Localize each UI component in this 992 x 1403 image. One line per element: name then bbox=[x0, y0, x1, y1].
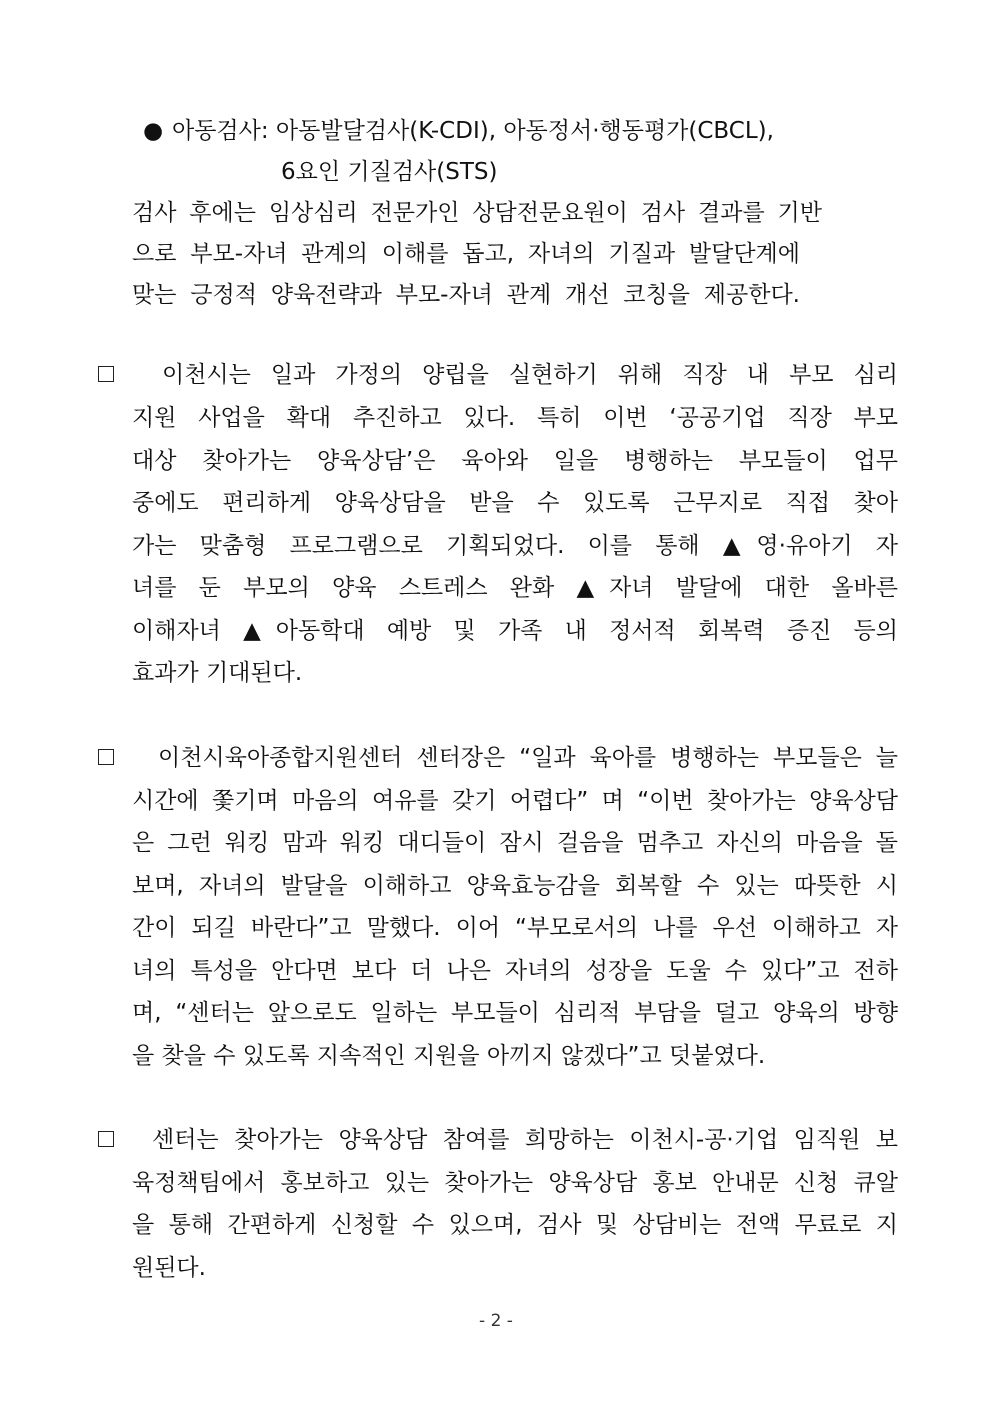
intro-line-3: 맞는 긍정적 양육전략과 부모-자녀 관계 개선 코칭을 제공한다. bbox=[132, 282, 800, 308]
section1-line-1: 이천시는 일과 가정의 양립을 실현하기 위해 직장 내 부모 심리 bbox=[162, 362, 898, 388]
bullet-line-1: 아동검사: 아동발달검사(K-CDI), 아동정서·행동평가(CBCL), bbox=[172, 118, 774, 144]
section2-line-5: 간이 되길 바란다”고 말했다. 이어 “부모로서의 나를 우선 이해하고 자 bbox=[132, 915, 898, 941]
section2-line-8: 을 찾을 수 있도록 지속적인 지원을 아끼지 않겠다”고 덧붙였다. bbox=[132, 1043, 766, 1069]
checkbox-icon bbox=[98, 366, 114, 382]
section3-line-3: 을 통해 간편하게 신청할 수 있으며, 검사 및 상담비는 전액 무료로 지 bbox=[132, 1212, 898, 1238]
checkbox-icon bbox=[98, 749, 114, 765]
section1-line-5: 가는 맞춤형 프로그램으로 기획되었다. 이를 통해 ▲영·유아기 자 bbox=[132, 533, 898, 559]
bullet-line-2: 6요인 기질검사(STS) bbox=[281, 159, 498, 185]
bullet-dot: ● bbox=[143, 118, 164, 144]
section3-line-2: 육정책팀에서 홍보하고 있는 찾아가는 양육상담 홍보 안내문 신청 큐알 bbox=[132, 1170, 898, 1196]
section1-line-2: 지원 사업을 확대 추진하고 있다. 특히 이번 ‘공공기업 직장 부모 bbox=[132, 405, 898, 431]
section2-line-6: 녀의 특성을 안다면 보다 더 나은 자녀의 성장을 도울 수 있다”고 전하 bbox=[132, 958, 898, 984]
section1-line-4: 중에도 편리하게 양육상담을 받을 수 있도록 근무지로 직접 찾아 bbox=[132, 490, 898, 516]
section1-line-6: 녀를 둔 부모의 양육 스트레스 완화 ▲자녀 발달에 대한 올바른 bbox=[132, 575, 898, 601]
section3-line-4: 원된다. bbox=[132, 1255, 206, 1281]
section2-line-1: 이천시육아종합지원센터 센터장은 “일과 육아를 병행하는 부모들은 늘 bbox=[158, 745, 898, 771]
section1-line-8: 효과가 기대된다. bbox=[132, 660, 303, 686]
section1-line-3: 대상 찾아가는 양육상담’은 육아와 일을 병행하는 부모들이 업무 bbox=[132, 448, 898, 474]
page-number: - 2 - bbox=[479, 1311, 513, 1331]
section2-line-7: 며, “센터는 앞으로도 일하는 부모들이 심리적 부담을 덜고 양육의 방향 bbox=[132, 1000, 898, 1026]
section3-line-1: 센터는 찾아가는 양육상담 참여를 희망하는 이천시-공·기업 임직원 보 bbox=[152, 1127, 898, 1153]
section2-line-3: 은 그런 워킹 맘과 워킹 대디들이 잠시 걸음을 멈추고 자신의 마음을 돌 bbox=[132, 830, 898, 856]
section2-line-2: 시간에 쫓기며 마음의 여유를 갖기 어렵다” 며 “이번 찾아가는 양육상담 bbox=[132, 788, 898, 814]
section1-line-7: 이해자녀 ▲아동학대 예방 및 가족 내 정서적 회복력 증진 등의 bbox=[132, 618, 898, 644]
intro-line-1: 검사 후에는 임상심리 전문가인 상담전문요원이 검사 결과를 기반 bbox=[132, 200, 822, 226]
checkbox-icon bbox=[98, 1131, 114, 1147]
section2-line-4: 보며, 자녀의 발달을 이해하고 양육효능감을 회복할 수 있는 따뜻한 시 bbox=[132, 873, 898, 899]
intro-line-2: 으로 부모-자녀 관계의 이해를 돕고, 자녀의 기질과 발달단계에 bbox=[132, 241, 800, 267]
